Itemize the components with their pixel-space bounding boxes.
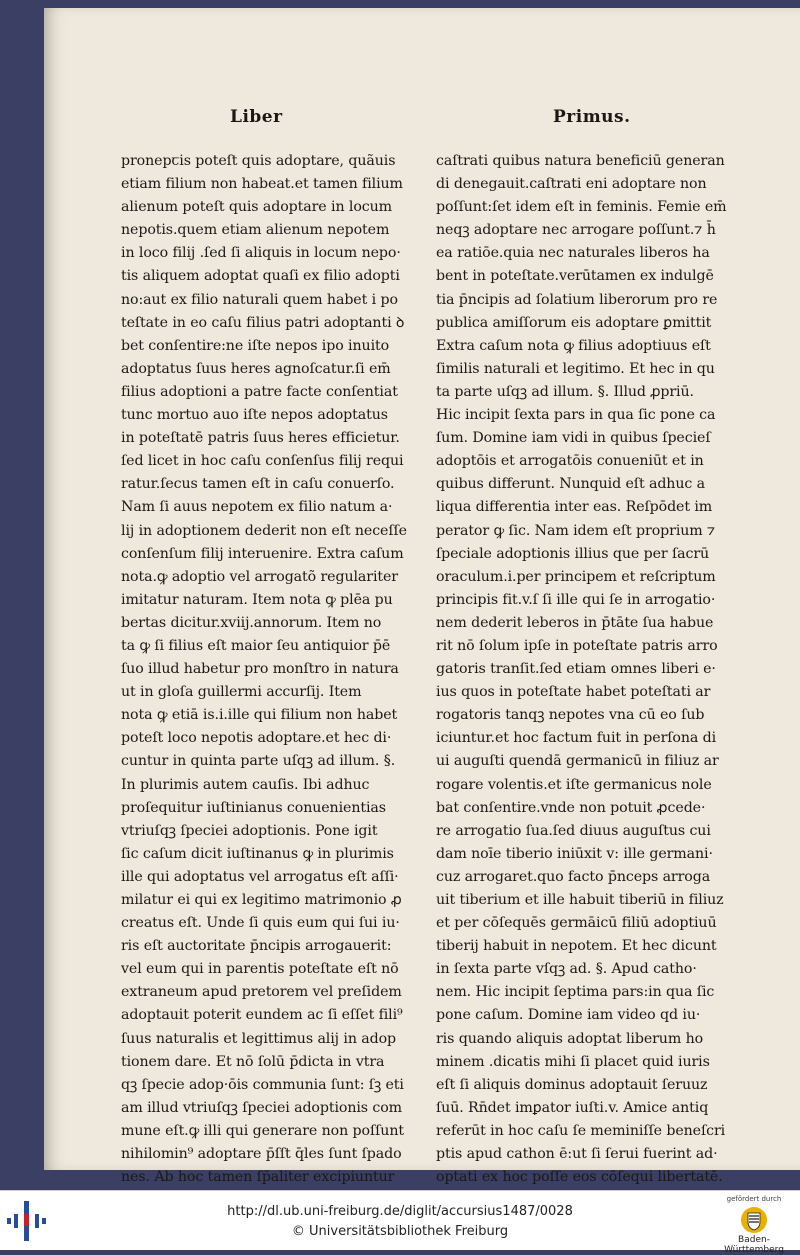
right-column-line: et per cōſequēs germāicū filiū adoptiuū [436,915,717,932]
left-column-line: imitatur naturam. Item nota ꝙ plēa pu [121,591,393,608]
left-column-line: in poteſtatē patris ſuus heres efficietur. [121,430,400,447]
right-column-line: rogatoris tanqꝫ nepotes vna cū eo ſub [436,707,705,724]
right-column-line: nem. Hic incipit ſeptima pars:in qua ſic [436,984,715,1001]
left-column-line: conſenſum filij interuenire. Extra caſum [121,545,404,562]
left-column-line: adoptauit poterit eundem ac ſi eſſet fili⁹ [121,1007,403,1024]
left-column-line: qꝫ ſpecie adop·ōis communia ſunt: ſꝫ eti [121,1076,404,1093]
right-column-line: ta parte uſqꝫ ad illum. §. Illud ꝓpriū. [436,383,694,400]
right-column-line: ſpeciale adoptionis illius que per ſacrū [436,545,710,562]
right-column-line: quibus differunt. Nunquid eſt adhuc a [436,476,705,493]
right-column-line: dam noīe tiberio iniūxit v: ille germani· [436,845,713,862]
right-column-line: uit tiberium et ille habuit tiberiū in filiuz [436,892,724,908]
left-column-line: tionem dare. Et nō ſolū p̄dicta in vtra [121,1053,385,1070]
left-column-line: extraneum apud pretorem vel preſidem [121,984,402,1001]
viewer-footer [0,1190,800,1255]
right-column-line: Hic incipit ſexta pars in qua ſic pone ca [436,407,716,424]
left-column-line: in loco filij .ſed ſi aliquis in locum nepo· [121,245,401,262]
left-column-line: ſic caſum dicit iuſtinanus ꝙ in plurimis [121,845,394,862]
left-column-line: adoptatus ſuus heres agnoſcatur.ſi em̄ [121,360,391,377]
right-column-line: poſſunt:ſet idem eſt in feminis. Femie em̄ [436,199,727,216]
right-column-line: bat conſentire.vnde non potuit ꝓcede· [436,799,706,816]
left-column-line: bet conſentire:ne iſte nepos ipo inuito [121,337,390,354]
left-column-line: am illud vtriuſqꝫ ſpeciei adoptionis com [121,1099,403,1116]
right-column-line: neqꝫ adoptare nec arrogare poſſunt.⁊ h̄ [436,222,716,239]
copyright-notice: © Universitätsbibliothek Freiburg [291,1224,509,1239]
left-column-line: vel eum qui in parentis poteſtate eſt nō [121,961,399,978]
left-column-line: creatus eſt. Unde ſi quis eum qui ſui iu· [121,915,400,932]
left-column-line: nota ꝙ etiā is.i.ille qui filium non habet [121,707,398,724]
left-column-line: etiam filium non habeat.et tamen filium [121,176,403,193]
left-column-line: milatur ei qui ex legitimo matrimonio ꝓ [121,892,402,908]
sponsor-note: gefördert durch [726,1195,782,1203]
right-column-line: adoptōis et arrogatōis conueniūt et in [436,453,704,470]
right-column-line: ris quando aliquis adoptat liberum ho [436,1030,704,1047]
left-column-line: nes. Ab hoc tamen ſp̄aliter excipiuntur [121,1169,395,1186]
right-column-line: cuz arrogaret.quo facto p̄nceps arroga [436,868,711,885]
running-header-right: Primus. [553,107,631,127]
right-column-line: rit nō ſolum ipſe in poteſtate patris arro [436,637,718,654]
left-column-line: ris eſt auctoritate p̄ncipis arrogauerit: [121,938,392,955]
right-column-line: bent in poteſtate.verūtamen ex indulgē [436,268,714,285]
left-column-line: ſed licet in hoc caſu conſenſus filij requi [121,453,404,470]
left-column-line: mune eſt.ꝙ illi qui generare non poſſunt [121,1122,404,1139]
right-column-line: liqua differentia inter eas. Reſpōdet im [436,499,713,516]
left-column-line: no:aut ex filio naturali quem habet i po [121,291,398,308]
left-column-line: proſequitur iuſtinianus conuenientias [121,799,386,816]
left-column-line: ta ꝙ ſi filius eſt maior ſeu antiquior p̄ē [121,637,391,654]
left-column-line: ratur.ſecus tamen eſt in caſu conuerſo. [121,476,395,493]
permalink-url[interactable]: http://dl.ub.uni-freiburg.de/diglit/accursius1487/0028 [227,1204,573,1219]
right-column-line: pone caſum. Domine iam video qd iu· [436,1007,701,1024]
left-column-line: pronepꞇis poteſt quis adoptare, quãuis [121,153,396,169]
right-column-line: gatoris tranſit.ſed etiam omnes liberi e· [436,661,716,678]
coat-of-arms-icon [740,1206,768,1234]
right-column-line: ſum. Domine iam vidi in quibus ſpecieſ [436,430,711,447]
left-column-line: poteſt loco nepotis adoptare.et hec di· [121,730,392,747]
left-column-line: filius adoptioni a patre facte conſentiat [121,383,398,400]
left-column-line: tis aliquem adoptat quaſi ex filio adopti [121,268,400,285]
right-column-line: referūt in hoc caſu ſe meminiſſe beneſcri [436,1122,726,1139]
right-column-line: caſtrati quibus natura beneficiū generan [436,153,725,169]
right-column-line: ui auguſti quendā germanicū in filiuz ar [436,753,719,770]
right-column-line: ſimilis naturali et legitimo. Et hec in qu [436,360,715,377]
sponsor-block [712,1195,796,1255]
left-column-line: tunc mortuo auo iſte nepos adoptatus [121,407,388,424]
text-column-left [121,150,421,1189]
left-column-line: ſuus naturalis et legittimus alij in adop [121,1030,397,1047]
right-column-line: ea ratiōe.quia nec naturales liberos ha [436,245,710,262]
left-column-line: lij in adoptionem dederit non eſt neceſſe [121,522,407,539]
right-column-line: re arrogatio ſua.ſed diuus auguſtus cui [436,822,711,839]
right-column-line: minem .dicatis mihi ſi placet quid iuris [436,1053,710,1070]
left-column-line: cuntur in quinta parte uſqꝫ ad illum. §. [121,753,396,770]
right-column-line: ſuū. Rn̄det imꝑator iuſti.v. Amice antiq [436,1099,709,1116]
right-column-line: eſt ſi aliquis dominus adoptauit ſeruuz [436,1076,708,1093]
right-column-line: optati ex hoc poſſe eos cōſequi libertatē. [436,1169,723,1186]
right-column-line: oraculum.i.per principem et reſcriptum [436,568,716,585]
left-column-line: nota.ꝙ adoptio vel arrogatõ regulariter [121,568,398,585]
left-column-line: ut in gloſa guillermi accurſij. Item [121,684,362,701]
right-column-line: rogare volentis.et iſte germanicus nole [436,776,712,793]
right-column-line: ptis apud cathon ē:ut ſi ſerui fuerint ad· [436,1146,718,1163]
left-column-line: ſuo illud habetur pro monſtro in natura [121,661,399,678]
left-column-line: In plurimis autem cauſis. Ibi adhuc [121,776,370,793]
right-column-line: iciuntur.et hoc factum fuit in perſona di [436,730,717,747]
right-column-line: publica amiſſorum eis adoptare ꝑmittit [436,314,712,331]
left-column-line: nepotis.quem etiam alienum nepotem [121,222,390,239]
text-column-right [436,150,736,1189]
left-column-line: Nam ſi auus nepotem ex filio natum a· [121,499,393,516]
left-column-line: vtriuſqꝫ ſpeciei adoptionis. Pone igit [121,822,378,839]
sponsor-name: Baden-Württemberg [724,1235,784,1255]
right-column-line: tiberij habuit in nepotem. Et hec dicunt [436,938,717,955]
left-column-line: alienum poteſt quis adoptare in locum [121,199,393,216]
left-column-line: nihilomin⁹ adoptare p̄ſſt q̄les ſunt ſpado [121,1146,402,1163]
left-column-line: teſtate in eo caſu filius patri adoptanti ꝺ [121,314,405,331]
left-column-line: bertas dicitur.xviij.annorum. Item no [121,614,382,631]
right-column-line: principis fit.v.ſ ſi ille qui ſe in arrogatio· [436,591,716,608]
right-column-line: perator ꝙ ſic. Nam idem eſt proprium ⁊ [436,522,716,539]
right-column-line: Extra caſum nota ꝙ filius adoptiuus eſt [436,337,711,354]
right-column-line: ius quos in poteſtate habet poteſtati ar [436,684,711,701]
right-column-line: di denegauit.caſtrati eni adoptare non [436,176,707,193]
running-header-left: Liber [230,107,283,127]
right-column-line: in ſexta parte vſqꝫ ad. §. Apud catho· [436,961,697,978]
right-column-line: nem dederit leberos in p̄tāte ſua habue [436,614,714,631]
right-column-line: tia p̄ncipis ad ſolatium liberorum pro re [436,291,718,308]
left-column-line: ille qui adoptatus vel arrogatus eſt aſſi· [121,868,399,885]
